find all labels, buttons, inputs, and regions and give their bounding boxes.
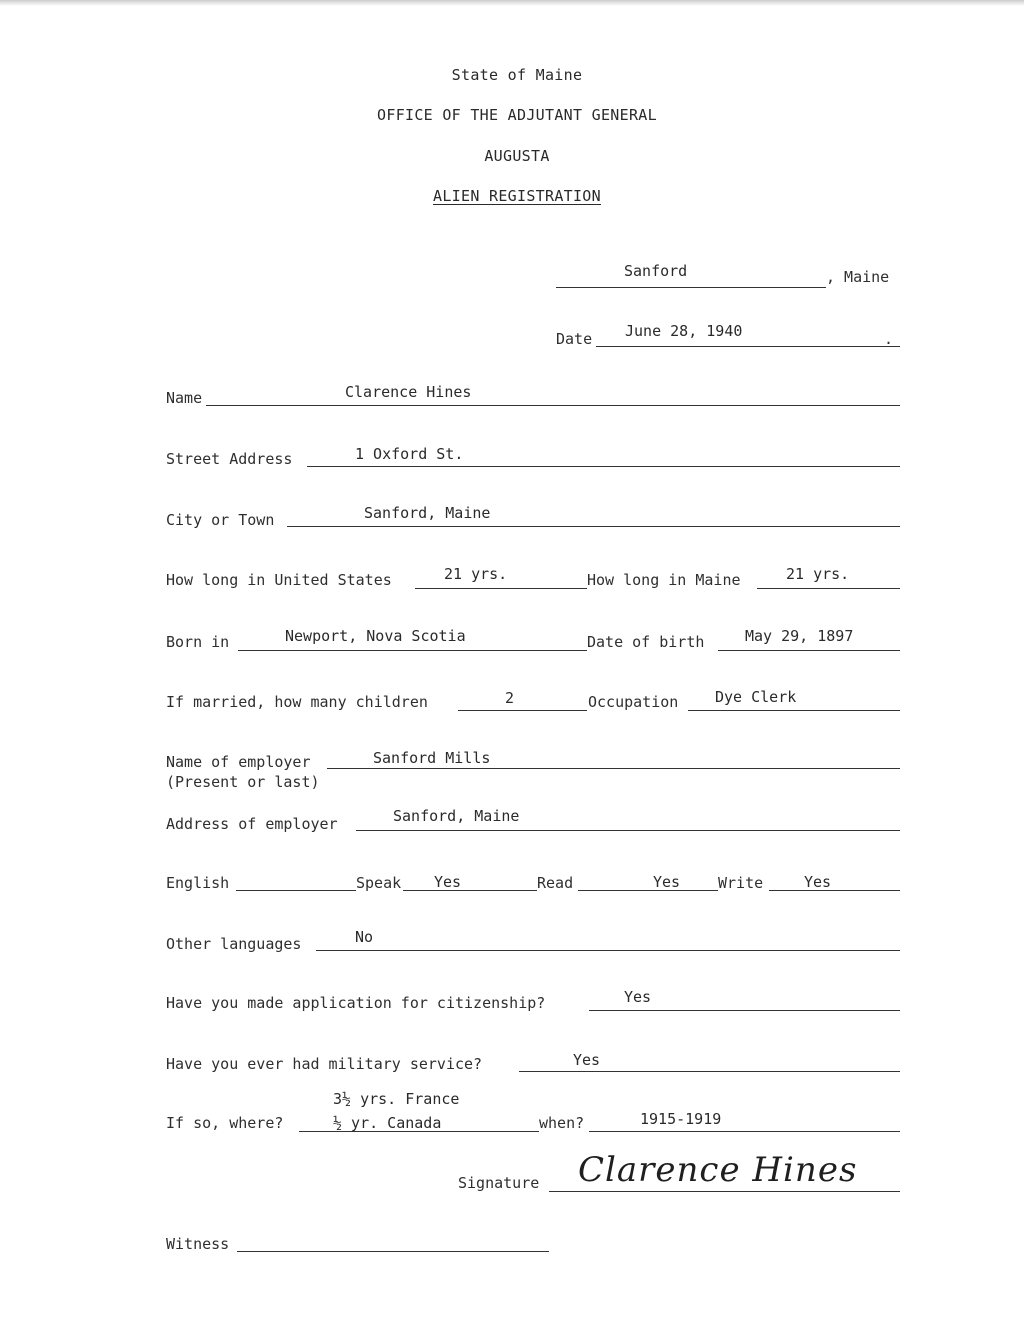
dob-line	[718, 650, 900, 651]
occupation-value: Dye Clerk	[715, 688, 797, 706]
born-value: Newport, Nova Scotia	[285, 627, 466, 645]
military-line	[519, 1071, 900, 1072]
speak-value: Yes	[434, 873, 462, 891]
maine-time-label: How long in Maine	[587, 571, 741, 589]
when-value: 1915-1919	[640, 1110, 722, 1128]
date-end: .	[884, 330, 894, 348]
when-line	[589, 1131, 900, 1132]
maine-time-value: 21 yrs.	[786, 565, 850, 583]
born-line	[238, 650, 587, 651]
occupation-line	[688, 710, 900, 711]
name-value: Clarence Hines	[345, 383, 472, 401]
other-languages-label: Other languages	[166, 935, 302, 953]
place-town: Sanford	[624, 262, 688, 280]
children-value: 2	[505, 689, 515, 707]
employer-line	[327, 768, 900, 769]
employer-label: Name of employer	[166, 753, 311, 771]
witness-line	[237, 1251, 549, 1252]
place-state-suffix: , Maine	[826, 268, 890, 286]
signature-label: Signature	[458, 1174, 540, 1192]
english-line	[236, 890, 356, 891]
street-line	[307, 466, 900, 467]
born-label: Born in	[166, 633, 230, 651]
us-time-value: 21 yrs.	[444, 565, 508, 583]
form-title: ALIEN REGISTRATION	[433, 187, 601, 205]
write-value: Yes	[804, 873, 832, 891]
dob-label: Date of birth	[587, 633, 705, 651]
other-languages-line	[316, 950, 900, 951]
header-office: OFFICE OF THE ADJUTANT GENERAL	[377, 106, 657, 124]
when-label: when?	[539, 1114, 585, 1132]
street-label: Street Address	[166, 450, 293, 468]
date-value: June 28, 1940	[625, 322, 743, 340]
citizenship-line	[589, 1010, 900, 1011]
where-line1: 3½ yrs. France	[333, 1090, 460, 1108]
employer-value: Sanford Mills	[373, 749, 491, 767]
where-label: If so, where?	[166, 1114, 284, 1132]
name-line	[206, 405, 900, 406]
street-value: 1 Oxford St.	[355, 445, 464, 463]
header-city: AUGUSTA	[484, 147, 550, 165]
occupation-label: Occupation	[588, 693, 679, 711]
date-line	[596, 346, 900, 347]
city-line	[287, 526, 900, 527]
citizenship-value: Yes	[624, 988, 652, 1006]
dob-value: May 29, 1897	[745, 627, 854, 645]
maine-time-line	[757, 588, 900, 589]
read-line	[578, 890, 718, 891]
write-line	[769, 890, 900, 891]
military-value: Yes	[573, 1051, 601, 1069]
employer-address-label: Address of employer	[166, 815, 338, 833]
witness-label: Witness	[166, 1235, 230, 1253]
employer-sublabel: (Present or last)	[166, 773, 320, 791]
where-line	[299, 1131, 539, 1132]
header-state: State of Maine	[451, 66, 583, 84]
read-value: Yes	[653, 873, 681, 891]
other-languages-value: No	[355, 928, 374, 946]
name-label: Name	[166, 389, 203, 407]
military-label: Have you ever had military service?	[166, 1055, 483, 1073]
us-time-label: How long in United States	[166, 571, 392, 589]
children-line	[458, 710, 587, 711]
citizenship-label: Have you made application for citizenship?	[166, 994, 546, 1012]
city-label: City or Town	[166, 511, 275, 529]
signature-value: Clarence Hines	[578, 1150, 858, 1190]
place-line	[556, 287, 826, 288]
employer-address-value: Sanford, Maine	[393, 807, 520, 825]
english-label: English	[166, 874, 230, 892]
us-time-line	[415, 588, 587, 589]
signature-line	[549, 1191, 900, 1192]
read-label: Read	[537, 874, 574, 892]
date-label: Date	[556, 330, 593, 348]
city-value: Sanford, Maine	[364, 504, 491, 522]
employer-address-line	[356, 830, 900, 831]
speak-label: Speak	[356, 874, 402, 892]
speak-line	[403, 890, 537, 891]
where-line2: ½ yr. Canada	[333, 1114, 442, 1132]
write-label: Write	[718, 874, 764, 892]
scan-edge	[0, 0, 1024, 6]
children-label: If married, how many children	[166, 693, 428, 711]
